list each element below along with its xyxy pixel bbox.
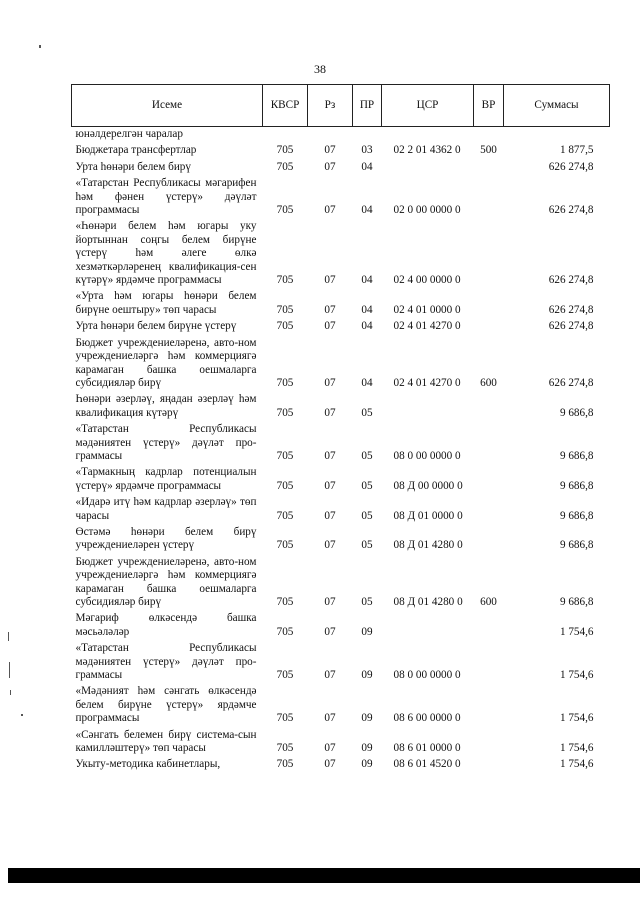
cell-kvsr: 705 <box>276 712 294 725</box>
scan-mark <box>21 714 23 716</box>
cell-vr <box>474 422 504 465</box>
cell-pr: 09 <box>361 669 373 682</box>
cell-vr <box>474 176 504 219</box>
cell-sum: 626 274,8 <box>548 320 594 333</box>
scan-mark <box>8 632 9 641</box>
cell-pr: 05 <box>361 509 373 522</box>
cell-sum: 626 274,8 <box>548 204 594 217</box>
cell-kvsr: 705 <box>276 144 294 157</box>
cell-rz: 07 <box>324 144 336 157</box>
cell-sum: 1 754,6 <box>559 712 594 725</box>
cell-vr <box>474 289 504 319</box>
cell-name: «Мәдәният һәм сәнгать өлкәсендә белем бирүне үстерү» ярдәмче программасы <box>75 685 257 725</box>
cell-csr: 02 4 00 0000 0 <box>393 274 461 287</box>
cell-csr: 08 Д 01 0000 0 <box>393 509 463 522</box>
cell-kvsr: 705 <box>276 509 294 522</box>
cell-pr: 04 <box>361 274 373 287</box>
cell-rz: 07 <box>324 406 336 419</box>
cell-kvsr: 705 <box>276 625 294 638</box>
cell-kvsr: 705 <box>276 204 294 217</box>
table-row <box>72 525 610 555</box>
cell-rz: 07 <box>324 712 336 725</box>
cell-sum: 9 686,8 <box>559 406 594 419</box>
header-kvsr: КВСР <box>263 85 308 127</box>
cell-sum: 9 686,8 <box>559 479 594 492</box>
cell-vr <box>474 728 504 758</box>
cell-sum: 626 274,8 <box>548 274 594 287</box>
cell-vr <box>474 465 504 495</box>
cell-kvsr: 705 <box>276 539 294 552</box>
cell-name: Урта һөнәри белем бирүне үстерү <box>75 320 237 333</box>
cell-rz: 07 <box>324 758 336 771</box>
cell-csr: 08 0 00 0000 0 <box>393 669 461 682</box>
cell-pr <box>353 127 382 144</box>
header-name: Исеме <box>72 85 263 127</box>
scan-mark <box>10 690 11 695</box>
table-row <box>72 555 610 612</box>
header-rz: Рз <box>308 85 353 127</box>
cell-rz: 07 <box>324 303 336 316</box>
cell-kvsr: 705 <box>276 479 294 492</box>
cell-rz: 07 <box>324 274 336 287</box>
cell-rz: 07 <box>324 669 336 682</box>
cell-rz: 07 <box>324 596 336 608</box>
table-row <box>72 160 610 176</box>
cell-kvsr <box>263 127 308 144</box>
cell-pr: 05 <box>361 449 373 462</box>
cell-name: «Идарә итү һәм кадрлар әзерләү» төп чарасы <box>75 496 257 522</box>
cell-pr: 03 <box>361 144 373 157</box>
header-pr: ПР <box>353 85 382 127</box>
cell-pr: 04 <box>361 204 373 217</box>
cell-vr <box>474 525 504 555</box>
cell-kvsr: 705 <box>276 303 294 316</box>
cell-csr <box>382 392 474 422</box>
cell-pr: 05 <box>361 479 373 492</box>
header-csr: ЦСР <box>382 85 474 127</box>
cell-name: «Татарстан Республикасы мәдәниятен үстерү» дәүләт про-граммасы <box>75 642 257 682</box>
cell-name: Һөнәри әзерләү, яңадан әзерләү һәм квалификация күтәрү <box>75 393 257 419</box>
cell-csr <box>382 127 474 144</box>
cell-vr <box>474 641 504 684</box>
cell-sum <box>504 127 610 144</box>
cell-vr <box>474 127 504 144</box>
cell-vr: 500 <box>480 144 497 157</box>
cell-kvsr: 705 <box>276 742 294 755</box>
cell-pr: 04 <box>361 160 373 173</box>
table-row <box>72 143 610 159</box>
scan-edge-bar <box>8 868 640 883</box>
cell-csr: 08 6 01 0000 0 <box>393 742 461 755</box>
cell-kvsr: 705 <box>276 758 294 771</box>
cell-name: «Сәнгать белемен бирү система-сын камилләштерү» төп чарасы <box>75 728 257 755</box>
cell-kvsr: 705 <box>276 669 294 682</box>
page-number: 38 <box>314 62 326 76</box>
cell-pr: 05 <box>361 539 373 552</box>
cell-sum: 9 686,8 <box>559 449 594 462</box>
cell-csr: 08 Д 01 4280 0 <box>393 596 463 608</box>
cell-rz: 07 <box>324 479 336 492</box>
table-row <box>72 319 610 335</box>
table-row <box>72 336 610 393</box>
cell-name: Урта һөнәри белем бирү <box>75 160 191 173</box>
cell-name: Бюджетара трансфертлар <box>75 144 197 157</box>
cell-vr <box>474 319 504 335</box>
cell-kvsr: 705 <box>276 406 294 419</box>
cell-csr: 08 Д 00 0000 0 <box>393 479 463 492</box>
cell-rz <box>308 127 353 144</box>
table-row <box>72 176 610 219</box>
cell-csr: 08 6 00 0000 0 <box>393 712 461 725</box>
cell-pr: 09 <box>361 712 373 725</box>
cell-name: «Тармакның кадрлар потенциалын үстерү» ярдәмче программасы <box>75 466 257 492</box>
cell-pr: 09 <box>361 758 373 771</box>
cell-sum: 9 686,8 <box>559 539 594 552</box>
scan-mark <box>39 45 41 48</box>
cell-pr: 04 <box>361 303 373 316</box>
cell-csr: 02 0 00 0000 0 <box>393 204 461 217</box>
cell-kvsr: 705 <box>276 274 294 287</box>
cell-vr <box>474 392 504 422</box>
table-row <box>72 684 610 727</box>
cell-vr: 600 <box>480 376 497 389</box>
cell-vr <box>474 684 504 727</box>
cell-sum: 626 274,8 <box>548 376 594 389</box>
cell-name: «Һөнәри белем һәм югары уку йортыннан соңгы белем бирүне үстерү һәм әлеге өлкә хезмәткәрләренең квалификация-сен күтәрү» ярдәмче программасы <box>75 220 257 287</box>
table-row <box>72 611 610 641</box>
cell-name: «Татарстан Республикасы мәдәниятен үстерү» дәүләт про-граммасы <box>75 423 257 462</box>
cell-sum: 1 754,6 <box>559 758 594 771</box>
cell-name: Укыту-методика кабинетлары, <box>75 758 221 771</box>
cell-csr <box>382 160 474 176</box>
cell-csr: 02 4 01 4270 0 <box>393 376 461 389</box>
cell-csr: 02 4 01 4270 0 <box>393 320 461 333</box>
cell-vr <box>474 219 504 289</box>
table-row <box>72 392 610 422</box>
cell-pr: 09 <box>361 742 373 755</box>
cell-kvsr: 705 <box>276 449 294 462</box>
cell-name: Бюджет учреждениеләренә, авто-ном учреждениеләргә һәм коммерциягә карамаган башка оешмаларга субсидияләр бирү <box>75 555 257 608</box>
cell-vr <box>474 611 504 641</box>
cell-vr <box>474 757 504 773</box>
scan-mark <box>9 662 10 678</box>
cell-vr <box>474 495 504 525</box>
table-row <box>72 641 610 684</box>
table-header-row <box>72 85 610 127</box>
cell-kvsr: 705 <box>276 320 294 333</box>
cell-rz: 07 <box>324 320 336 333</box>
cell-csr: 08 0 00 0000 0 <box>393 449 461 462</box>
cell-sum: 1 754,6 <box>559 625 594 638</box>
table-row <box>72 728 610 758</box>
cell-name: «Татарстан Республикасы мәгарифен һәм фәнен үстерү» дәүләт программасы <box>75 177 257 217</box>
cell-csr: 08 Д 01 4280 0 <box>393 539 463 552</box>
cell-csr <box>382 611 474 641</box>
cell-name: Өстәмә һөнәри белем бирү учреждениеләрен үстерү <box>75 525 257 552</box>
cell-name: Мәгариф өлкәсендә башка мәсьәләләр <box>75 612 257 638</box>
cell-sum: 1 754,6 <box>559 669 594 682</box>
cell-csr: 08 6 01 4520 0 <box>393 758 461 771</box>
cell-pr: 09 <box>361 625 373 638</box>
table-body <box>72 127 610 774</box>
header-vr: ВР <box>474 85 504 127</box>
budget-table <box>71 84 610 774</box>
cell-vr <box>474 160 504 176</box>
cell-sum: 1 754,6 <box>559 742 594 755</box>
cell-rz: 07 <box>324 449 336 462</box>
cell-vr: 600 <box>480 596 497 608</box>
cell-csr: 02 2 01 4362 0 <box>393 144 461 157</box>
cell-sum: 626 274,8 <box>548 160 594 173</box>
cell-kvsr: 705 <box>276 160 294 173</box>
cell-rz: 07 <box>324 204 336 217</box>
cell-rz: 07 <box>324 509 336 522</box>
cell-pr: 05 <box>361 596 373 608</box>
cell-rz: 07 <box>324 376 336 389</box>
table-row <box>72 495 610 525</box>
cell-rz: 07 <box>324 539 336 552</box>
table-row <box>72 465 610 495</box>
table-row <box>72 757 610 773</box>
cell-pr: 04 <box>361 320 373 333</box>
cell-rz: 07 <box>324 625 336 638</box>
header-sum: Суммасы <box>504 85 610 127</box>
table-row <box>72 422 610 465</box>
cell-csr: 02 4 01 0000 0 <box>393 303 461 316</box>
cell-pr: 04 <box>361 376 373 389</box>
cell-kvsr: 705 <box>276 596 294 608</box>
cell-name: юнәлдерелгән чаралар <box>75 128 183 140</box>
cell-sum: 1 877,5 <box>559 144 594 157</box>
cell-name: Бюджет учреждениеләренә, авто-ном учреждениеләргә һәм коммерциягә карамаган башка оешмаларга субсидияләр бирү <box>75 336 257 389</box>
cell-sum: 9 686,8 <box>559 509 594 522</box>
table-row <box>72 127 610 144</box>
table-row <box>72 219 610 289</box>
table-row <box>72 289 610 319</box>
cell-rz: 07 <box>324 742 336 755</box>
cell-pr: 05 <box>361 406 373 419</box>
cell-sum: 626 274,8 <box>548 303 594 316</box>
cell-rz: 07 <box>324 160 336 173</box>
cell-kvsr: 705 <box>276 376 294 389</box>
cell-sum: 9 686,8 <box>559 596 594 608</box>
cell-name: «Урта һәм югары һөнәри белем бирүне оештыру» төп чарасы <box>75 290 257 316</box>
